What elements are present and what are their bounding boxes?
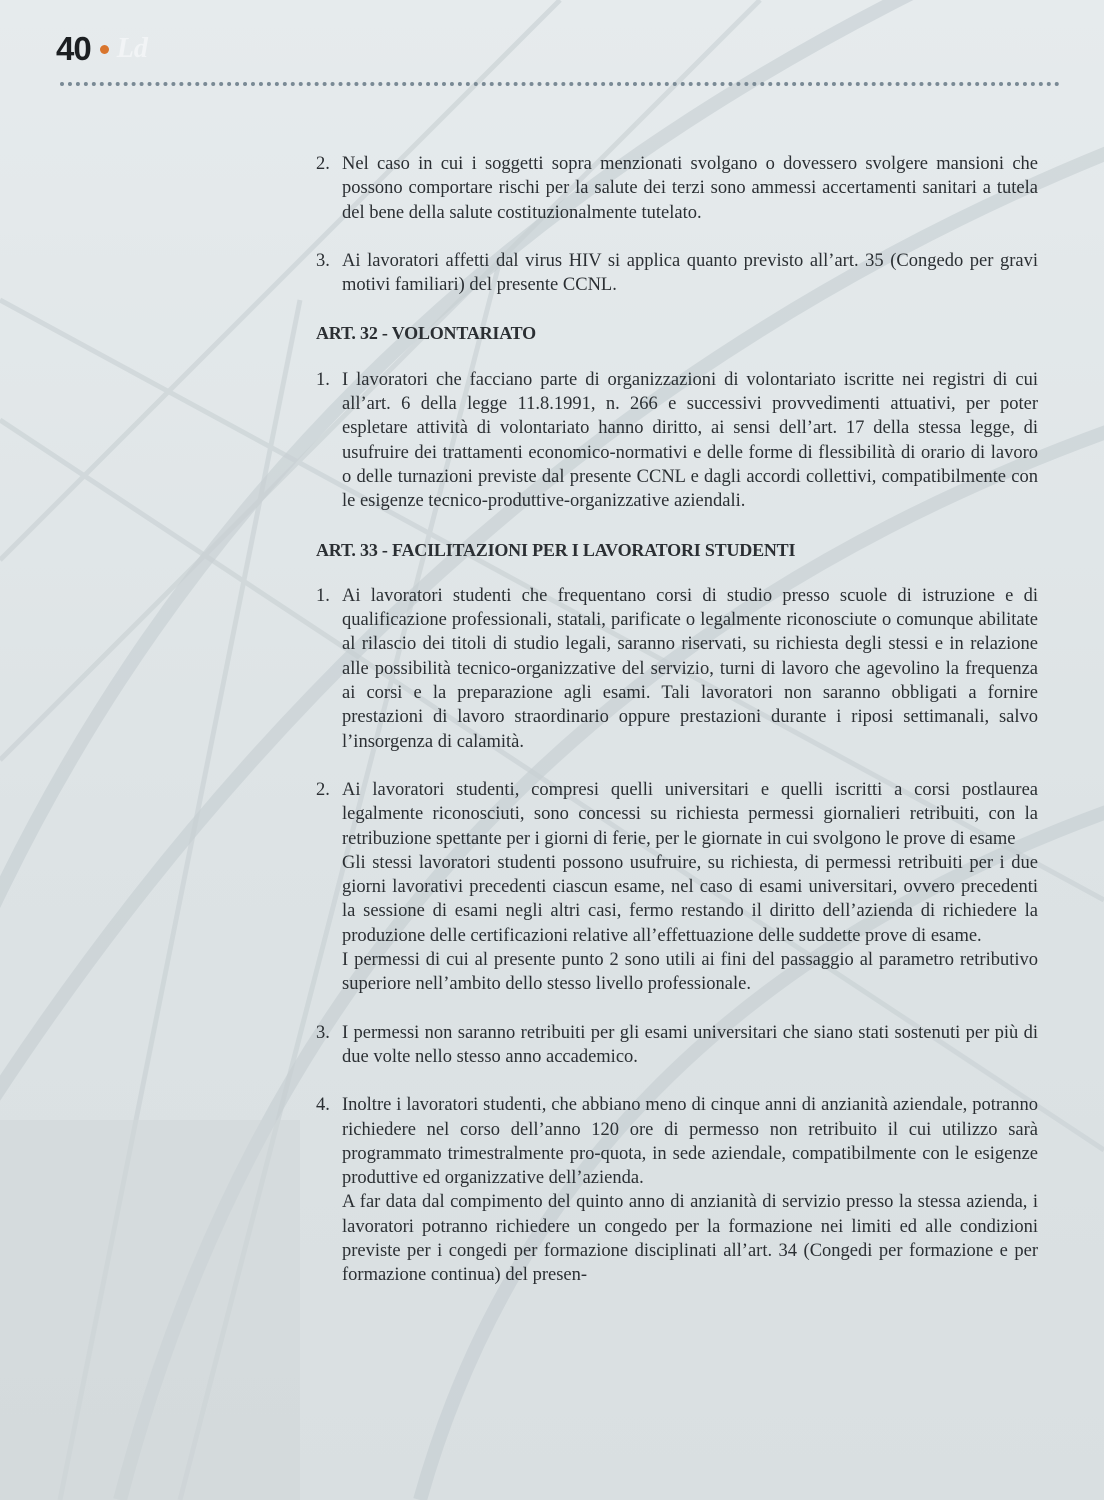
- section-heading-art32: ART. 32 - VOLONTARIATO: [316, 323, 536, 344]
- paragraph-item: [316, 1093, 1038, 1287]
- paragraph-item: [316, 1021, 1038, 1070]
- paragraph-text: Inoltre i lavoratori studenti, che abbiano meno di cinque anni di anzianità aziendale, potranno richiedere nel corso dell’anno 120 ore di permesso non retribuito il cui utilizzo sarà programmato trimestralmente pro-quota, in sede aziendale, compatibilmente con le esigenze produttive ed organizzative dell’azienda.: [342, 1095, 1038, 1189]
- page-number: 40: [56, 30, 91, 67]
- paragraph-text: Gli stessi lavoratori studenti possono usufruire, su richiesta, di permessi retribuiti per i due giorni lavorativi precedenti ciascun esame, nel caso di esami universitari, ovvero precedenti la sessione di esami negli altri casi, fermo restando il diritto dell’azienda di richiedere la produzione delle certificazioni relative all’effettuazione delle suddette prove di esame.: [342, 852, 1038, 946]
- paragraph-text: A far data dal compimento del quinto anno di anzianità di servizio presso la stessa azienda, i lavoratori potranno richiedere un congedo per la formazione nei limiti ed alle condizioni previste per i congedi per formazione disciplinati all’art. 34 (Congedi per formazione e per formazione continua) del presen-: [342, 1192, 1038, 1286]
- paragraph-number: 3.: [316, 1022, 330, 1043]
- paragraph-text: Nel caso in cui i soggetti sopra menzionati svolgano o dovessero svolgere mansioni che possono comportare rischi per la salute dei terzi sono ammessi accertamenti sanitari a tutela del bene della salute costituzionalmente tutelato.: [342, 154, 1038, 223]
- paragraph-number: 3.: [316, 250, 330, 271]
- section-heading-art33: ART. 33 - FACILITAZIONI PER I LAVORATORI STUDENTI: [316, 539, 796, 560]
- paragraph-number: 4.: [316, 1095, 330, 1116]
- dotted-divider: [60, 82, 1060, 86]
- paragraph-number: 2.: [316, 154, 330, 174]
- paragraph-item: [316, 584, 1038, 754]
- paragraph-text: I permessi di cui al presente punto 2 sono utili ai fini del passaggio al parametro retributivo superiore nell’ambito dello stesso livello professionale.: [342, 950, 1038, 995]
- document-body: [316, 152, 1038, 1312]
- paragraph-number: 2.: [316, 779, 330, 800]
- logo: Ld: [116, 33, 148, 64]
- paragraph-item: [316, 249, 1038, 298]
- paragraph-number: 1.: [316, 369, 330, 390]
- paragraph-item: [316, 368, 1038, 514]
- paragraph-text: Ai lavoratori studenti che frequentano corsi di studio presso scuole di istruzione e di qualificazione professionali, statali, parificate o legalmente riconosciute o comunque abilitate al rilascio dei titoli di studio legali, saranno riservati, su richiesta degli stessi e in relazione alle possibilità tecnico-organizzative del servizio, turni di lavoro che agevolino la frequenza ai corsi e la preparazione agli esami. Tali lavoratori non saranno obbligati a fornire prestazioni di lavoro straordinario oppure prestazioni durante i riposi settimanali, salvo l’insorgenza di calamità.: [342, 585, 1038, 752]
- paragraph-text: I lavoratori che facciano parte di organizzazioni di volontariato iscritte nei registri di cui all’art. 6 della legge 11.8.1991, n. 266 e successivi provvedimenti attuativi, per poter espletare attività di volontariato hanno diritto, ai sensi dell’art. 17 della stessa legge, di usufruire dei trattamenti economico-normativi e delle forme di flessibilità di orario di lavoro o delle turnazioni previste dal presente CCNL e dagli accordi collettivi, compatibilmente con le esigenze tecnico-produttive-organizzative aziendali.: [342, 369, 1038, 512]
- bullet-dot-icon: [100, 45, 109, 54]
- paragraph-item: [316, 152, 1038, 225]
- paragraph-text: I permessi non saranno retribuiti per gli esami universitari che siano stati sostenuti per più di due volte nello stesso anno accademico.: [342, 1022, 1038, 1067]
- paragraph-text: Ai lavoratori affetti dal virus HIV si applica quanto previsto all’art. 35 (Congedo per gravi motivi familiari) del presente CCNL.: [342, 250, 1038, 296]
- paragraph-item: [316, 778, 1038, 997]
- paragraph-number: 1.: [316, 585, 330, 606]
- paragraph-text: Ai lavoratori studenti, compresi quelli universitari e quelli iscritti a corsi postlaurea legalmente riconosciuti, sono concessi su richiesta permessi giornalieri retribuiti, con la retribuzione spettante per i giorni di ferie, per le giornate in cui svolgono le prove di esame: [342, 779, 1038, 849]
- page-header: [56, 30, 148, 68]
